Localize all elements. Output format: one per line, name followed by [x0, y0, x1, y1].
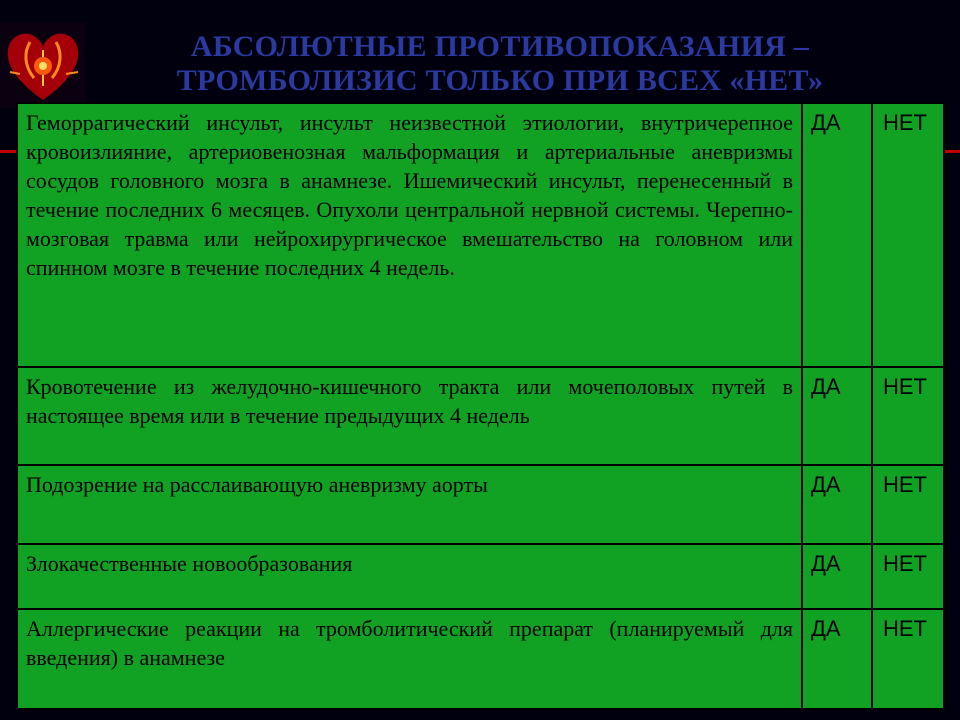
row-text: Подозрение на расслаивающую аневризму аорты: [17, 465, 802, 544]
no-cell[interactable]: НЕТ: [872, 544, 944, 609]
row-text: Геморрагический инсульт, инсульт неизвестной этиологии, внутричерепное кровоизлияние, артериовенозная мальформация и артериальные аневризмы сосудов головного мозга в анамнезе. Ишемический инсульт, перенесенный в течение последних 6 месяцев. Опухоли центральной нервной системы. Черепно-мозговая травма или нейрохирургическое вмешательство на головном или спинном мозге в течение последних 4 недель.: [17, 103, 802, 367]
no-cell[interactable]: НЕТ: [872, 465, 944, 544]
no-cell[interactable]: НЕТ: [872, 103, 944, 367]
row-text: Злокачественные новообразования: [17, 544, 802, 609]
title-line-1: АБСОЛЮТНЫЕ ПРОТИВОПОКАЗАНИЯ –: [190, 30, 810, 63]
yes-cell[interactable]: ДА: [802, 367, 872, 465]
table-row: [17, 367, 944, 465]
table-row: [17, 544, 944, 609]
page-title: [100, 30, 900, 98]
yes-cell[interactable]: ДА: [802, 103, 872, 367]
no-cell[interactable]: НЕТ: [872, 367, 944, 465]
title-line-2: ТРОМБОЛИЗИС ТОЛЬКО ПРИ ВСЕХ «НЕТ»: [176, 64, 824, 97]
no-cell[interactable]: НЕТ: [872, 609, 944, 709]
accent-line-left: [0, 150, 16, 153]
contraindications-table: [16, 102, 945, 710]
table-row: [17, 103, 944, 367]
heart-logo-icon: [0, 22, 86, 108]
yes-cell[interactable]: ДА: [802, 544, 872, 609]
accent-line-right: [943, 150, 960, 153]
table-row: [17, 465, 944, 544]
table-row: [17, 609, 944, 709]
row-text: Аллергические реакции на тромболитический препарат (планируемый для введения) в анамнезе: [17, 609, 802, 709]
yes-cell[interactable]: ДА: [802, 609, 872, 709]
yes-cell[interactable]: ДА: [802, 465, 872, 544]
row-text: Кровотечение из желудочно-кишечного тракта или мочеполовых путей в настоящее время или в течение предыдущих 4 недель: [17, 367, 802, 465]
